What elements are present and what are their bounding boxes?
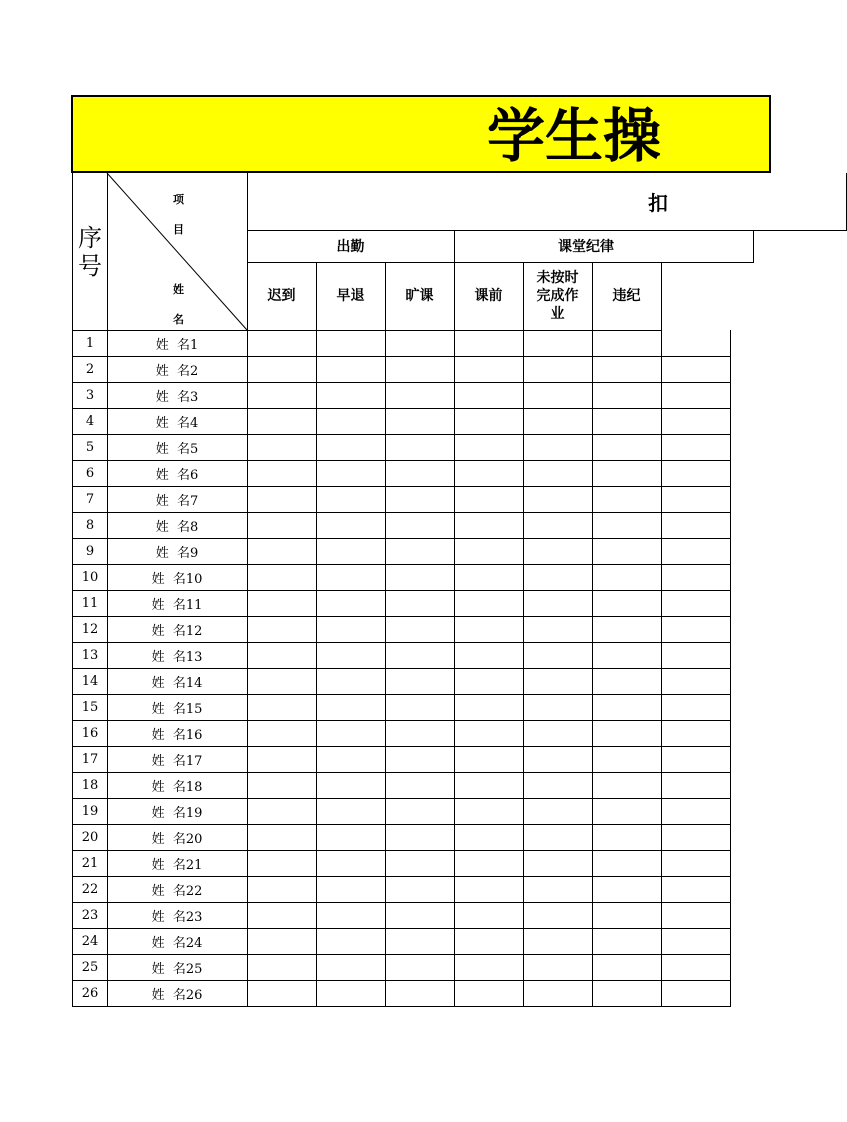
column-header: 旷课 <box>385 262 455 331</box>
score-cell[interactable] <box>385 746 455 773</box>
row-number: 22 <box>72 876 108 903</box>
student-name: 姓 名5 <box>107 434 248 461</box>
diag-bottom-2: 名 <box>173 313 184 326</box>
row-number: 15 <box>72 694 108 721</box>
score-cell[interactable] <box>385 538 455 565</box>
student-name: 姓 名13 <box>107 642 248 669</box>
score-cell[interactable] <box>523 538 593 565</box>
column-header: 早退 <box>316 262 386 331</box>
student-name: 姓 名19 <box>107 798 248 825</box>
row-number: 20 <box>72 824 108 851</box>
column-header: 违纪 <box>592 262 662 331</box>
score-cell[interactable] <box>385 980 455 1007</box>
score-cell[interactable] <box>523 356 593 383</box>
score-cell[interactable] <box>247 772 317 799</box>
seq-header: 序号 <box>72 173 108 331</box>
score-cell[interactable] <box>247 824 317 851</box>
score-cell[interactable] <box>316 772 386 799</box>
score-cell[interactable] <box>385 382 455 409</box>
score-cell[interactable] <box>592 382 662 409</box>
score-cell[interactable] <box>523 798 593 825</box>
score-cell[interactable] <box>316 460 386 487</box>
score-cell[interactable] <box>592 408 662 435</box>
score-cell[interactable] <box>523 824 593 851</box>
row-number: 4 <box>72 408 108 435</box>
score-cell[interactable] <box>592 590 662 617</box>
score-cell[interactable] <box>247 460 317 487</box>
score-cell[interactable] <box>454 356 524 383</box>
score-cell[interactable] <box>316 564 386 591</box>
student-name: 姓 名12 <box>107 616 248 643</box>
score-cell[interactable] <box>523 330 593 357</box>
score-cell[interactable] <box>592 902 662 929</box>
student-name: 姓 名4 <box>107 408 248 435</box>
student-name: 姓 名23 <box>107 902 248 929</box>
score-cell[interactable] <box>592 564 662 591</box>
category-discipline: 课堂纪律 <box>454 230 754 263</box>
score-cell[interactable] <box>592 746 662 773</box>
score-cell[interactable] <box>661 538 731 565</box>
score-cell[interactable] <box>592 486 662 513</box>
score-cell[interactable] <box>247 356 317 383</box>
score-cell[interactable] <box>316 850 386 877</box>
score-cell[interactable] <box>385 408 455 435</box>
score-cell[interactable] <box>523 954 593 981</box>
score-cell[interactable] <box>247 590 317 617</box>
row-number: 19 <box>72 798 108 825</box>
score-cell[interactable] <box>523 980 593 1007</box>
score-cell[interactable] <box>454 876 524 903</box>
student-name: 姓 名8 <box>107 512 248 539</box>
score-cell[interactable] <box>523 746 593 773</box>
score-cell[interactable] <box>454 408 524 435</box>
row-number: 7 <box>72 486 108 513</box>
score-cell[interactable] <box>592 954 662 981</box>
score-cell[interactable] <box>316 876 386 903</box>
score-cell[interactable] <box>661 616 731 643</box>
score-cell[interactable] <box>247 850 317 877</box>
column-header: 迟到 <box>247 262 317 331</box>
score-cell[interactable] <box>523 434 593 461</box>
score-cell[interactable] <box>592 980 662 1007</box>
score-cell[interactable] <box>523 772 593 799</box>
score-cell[interactable] <box>316 694 386 721</box>
score-cell[interactable] <box>247 486 317 513</box>
score-cell[interactable] <box>592 876 662 903</box>
score-cell[interactable] <box>316 798 386 825</box>
score-cell[interactable] <box>523 694 593 721</box>
score-cell[interactable] <box>247 902 317 929</box>
score-cell[interactable] <box>592 538 662 565</box>
score-cell[interactable] <box>454 954 524 981</box>
diag-top-2: 目 <box>173 223 184 236</box>
score-cell[interactable] <box>661 564 731 591</box>
score-cell[interactable] <box>592 850 662 877</box>
score-cell[interactable] <box>385 512 455 539</box>
score-cell[interactable] <box>454 538 524 565</box>
score-cell[interactable] <box>385 460 455 487</box>
student-name: 姓 名25 <box>107 954 248 981</box>
student-name: 姓 名7 <box>107 486 248 513</box>
score-cell[interactable] <box>592 512 662 539</box>
spreadsheet <box>71 95 668 1007</box>
column-header: 课前 <box>454 262 524 331</box>
score-cell[interactable] <box>592 798 662 825</box>
score-cell[interactable] <box>592 928 662 955</box>
score-cell[interactable] <box>454 668 524 695</box>
diag-top-1: 项 <box>173 193 184 206</box>
score-cell[interactable] <box>454 824 524 851</box>
score-cell[interactable] <box>247 954 317 981</box>
score-cell[interactable] <box>454 642 524 669</box>
score-cell[interactable] <box>523 382 593 409</box>
score-cell[interactable] <box>385 564 455 591</box>
score-cell[interactable] <box>523 876 593 903</box>
score-cell[interactable] <box>316 954 386 981</box>
score-cell[interactable] <box>592 772 662 799</box>
score-cell[interactable] <box>316 980 386 1007</box>
score-cell[interactable] <box>385 486 455 513</box>
row-number: 21 <box>72 850 108 877</box>
row-number: 18 <box>72 772 108 799</box>
score-cell[interactable] <box>523 512 593 539</box>
row-number: 17 <box>72 746 108 773</box>
score-cell[interactable] <box>592 694 662 721</box>
score-cell[interactable] <box>661 590 731 617</box>
score-cell[interactable] <box>247 330 317 357</box>
score-cell[interactable] <box>385 824 455 851</box>
score-cell[interactable] <box>523 590 593 617</box>
score-cell[interactable] <box>523 668 593 695</box>
row-number: 13 <box>72 642 108 669</box>
score-cell[interactable] <box>385 902 455 929</box>
score-cell[interactable] <box>454 902 524 929</box>
score-cell[interactable] <box>523 928 593 955</box>
score-cell[interactable] <box>247 408 317 435</box>
score-cell[interactable] <box>592 460 662 487</box>
score-cell[interactable] <box>454 330 524 357</box>
student-name: 姓 名17 <box>107 746 248 773</box>
score-cell[interactable] <box>247 980 317 1007</box>
score-cell[interactable] <box>247 512 317 539</box>
student-name: 姓 名10 <box>107 564 248 591</box>
score-cell[interactable] <box>661 356 731 383</box>
student-name: 姓 名9 <box>107 538 248 565</box>
score-cell[interactable] <box>661 746 731 773</box>
score-cell[interactable] <box>661 824 731 851</box>
score-cell[interactable] <box>523 486 593 513</box>
score-cell[interactable] <box>316 486 386 513</box>
score-cell[interactable] <box>661 642 731 669</box>
score-cell[interactable] <box>661 460 731 487</box>
score-cell[interactable] <box>454 460 524 487</box>
score-cell[interactable] <box>247 616 317 643</box>
student-name: 姓 名6 <box>107 460 248 487</box>
score-cell[interactable] <box>316 902 386 929</box>
score-cell[interactable] <box>661 798 731 825</box>
row-number: 23 <box>72 902 108 929</box>
row-number: 3 <box>72 382 108 409</box>
score-cell[interactable] <box>385 876 455 903</box>
score-cell[interactable] <box>316 642 386 669</box>
student-name: 姓 名22 <box>107 876 248 903</box>
student-name: 姓 名2 <box>107 356 248 383</box>
score-cell[interactable] <box>385 642 455 669</box>
score-cell[interactable] <box>247 720 317 747</box>
score-cell[interactable] <box>385 434 455 461</box>
title-cell <box>71 95 771 173</box>
row-number: 5 <box>72 434 108 461</box>
student-name: 姓 名20 <box>107 824 248 851</box>
score-cell[interactable] <box>661 382 731 409</box>
row-number: 1 <box>72 330 108 357</box>
score-cell[interactable] <box>454 590 524 617</box>
score-cell[interactable] <box>385 694 455 721</box>
score-cell[interactable] <box>247 642 317 669</box>
group-header-label: 扣 <box>648 191 668 215</box>
score-cell[interactable] <box>661 434 731 461</box>
score-cell[interactable] <box>454 616 524 643</box>
score-cell[interactable] <box>661 486 731 513</box>
row-number: 11 <box>72 590 108 617</box>
score-cell[interactable] <box>661 876 731 903</box>
score-cell[interactable] <box>592 824 662 851</box>
group-header <box>247 173 847 231</box>
score-cell[interactable] <box>454 720 524 747</box>
score-cell[interactable] <box>454 694 524 721</box>
student-name: 姓 名3 <box>107 382 248 409</box>
score-cell[interactable] <box>454 746 524 773</box>
score-cell[interactable] <box>316 512 386 539</box>
score-cell[interactable] <box>247 564 317 591</box>
row-number: 26 <box>72 980 108 1007</box>
score-cell[interactable] <box>247 694 317 721</box>
diag-bottom-1: 姓 <box>173 283 184 296</box>
score-cell[interactable] <box>316 356 386 383</box>
score-cell[interactable] <box>385 616 455 643</box>
row-number: 8 <box>72 512 108 539</box>
row-number: 9 <box>72 538 108 565</box>
score-cell[interactable] <box>592 616 662 643</box>
score-cell[interactable] <box>592 642 662 669</box>
sheet-title: 学生操 <box>487 102 662 170</box>
student-name: 姓 名14 <box>107 668 248 695</box>
score-cell[interactable] <box>454 434 524 461</box>
score-cell[interactable] <box>385 798 455 825</box>
score-cell[interactable] <box>523 720 593 747</box>
score-cell[interactable] <box>454 564 524 591</box>
score-cell[interactable] <box>661 928 731 955</box>
score-cell[interactable] <box>592 668 662 695</box>
student-name: 姓 名1 <box>107 330 248 357</box>
column-header: 未按时完成作业 <box>523 262 593 331</box>
score-cell[interactable] <box>523 408 593 435</box>
score-cell[interactable] <box>661 330 731 357</box>
score-cell[interactable] <box>523 564 593 591</box>
score-cell[interactable] <box>316 590 386 617</box>
score-cell[interactable] <box>661 980 731 1007</box>
row-number: 16 <box>72 720 108 747</box>
score-cell[interactable] <box>523 902 593 929</box>
score-cell[interactable] <box>454 772 524 799</box>
score-cell[interactable] <box>385 330 455 357</box>
score-cell[interactable] <box>247 538 317 565</box>
student-name: 姓 名21 <box>107 850 248 877</box>
score-cell[interactable] <box>661 850 731 877</box>
score-cell[interactable] <box>316 668 386 695</box>
score-cell[interactable] <box>592 330 662 357</box>
score-cell[interactable] <box>247 928 317 955</box>
score-cell[interactable] <box>385 954 455 981</box>
score-cell[interactable] <box>592 356 662 383</box>
score-cell[interactable] <box>661 408 731 435</box>
score-cell[interactable] <box>316 330 386 357</box>
row-number: 25 <box>72 954 108 981</box>
row-number: 2 <box>72 356 108 383</box>
score-cell[interactable] <box>454 980 524 1007</box>
score-cell[interactable] <box>316 616 386 643</box>
score-cell[interactable] <box>247 434 317 461</box>
score-cell[interactable] <box>385 720 455 747</box>
row-number: 6 <box>72 460 108 487</box>
score-cell[interactable] <box>247 382 317 409</box>
score-cell[interactable] <box>661 694 731 721</box>
score-cell[interactable] <box>247 876 317 903</box>
row-number: 14 <box>72 668 108 695</box>
score-cell[interactable] <box>316 408 386 435</box>
score-cell[interactable] <box>385 850 455 877</box>
student-name: 姓 名16 <box>107 720 248 747</box>
score-cell[interactable] <box>454 928 524 955</box>
score-cell[interactable] <box>592 720 662 747</box>
score-cell[interactable] <box>316 538 386 565</box>
row-number: 12 <box>72 616 108 643</box>
score-cell[interactable] <box>247 668 317 695</box>
score-cell[interactable] <box>316 382 386 409</box>
score-cell[interactable] <box>454 798 524 825</box>
score-cell[interactable] <box>247 798 317 825</box>
score-cell[interactable] <box>385 772 455 799</box>
score-cell[interactable] <box>523 850 593 877</box>
score-cell[interactable] <box>316 824 386 851</box>
score-cell[interactable] <box>454 512 524 539</box>
score-cell[interactable] <box>661 954 731 981</box>
score-cell[interactable] <box>592 434 662 461</box>
score-cell[interactable] <box>385 928 455 955</box>
score-cell[interactable] <box>661 902 731 929</box>
diagonal-header <box>107 173 248 331</box>
score-cell[interactable] <box>523 616 593 643</box>
student-name: 姓 名24 <box>107 928 248 955</box>
score-cell[interactable] <box>316 746 386 773</box>
score-cell[interactable] <box>316 434 386 461</box>
score-cell[interactable] <box>385 668 455 695</box>
score-cell[interactable] <box>523 460 593 487</box>
student-name: 姓 名18 <box>107 772 248 799</box>
score-cell[interactable] <box>454 382 524 409</box>
score-cell[interactable] <box>454 850 524 877</box>
score-cell[interactable] <box>316 720 386 747</box>
category-attendance: 出勤 <box>247 230 455 263</box>
score-cell[interactable] <box>661 772 731 799</box>
row-number: 24 <box>72 928 108 955</box>
student-name: 姓 名11 <box>107 590 248 617</box>
score-cell[interactable] <box>247 746 317 773</box>
row-number: 10 <box>72 564 108 591</box>
score-cell[interactable] <box>661 512 731 539</box>
score-cell[interactable] <box>523 642 593 669</box>
score-cell[interactable] <box>385 356 455 383</box>
score-cell[interactable] <box>316 928 386 955</box>
score-cell[interactable] <box>385 590 455 617</box>
score-cell[interactable] <box>454 486 524 513</box>
score-cell[interactable] <box>661 720 731 747</box>
score-cell[interactable] <box>661 668 731 695</box>
student-name: 姓 名15 <box>107 694 248 721</box>
student-name: 姓 名26 <box>107 980 248 1007</box>
